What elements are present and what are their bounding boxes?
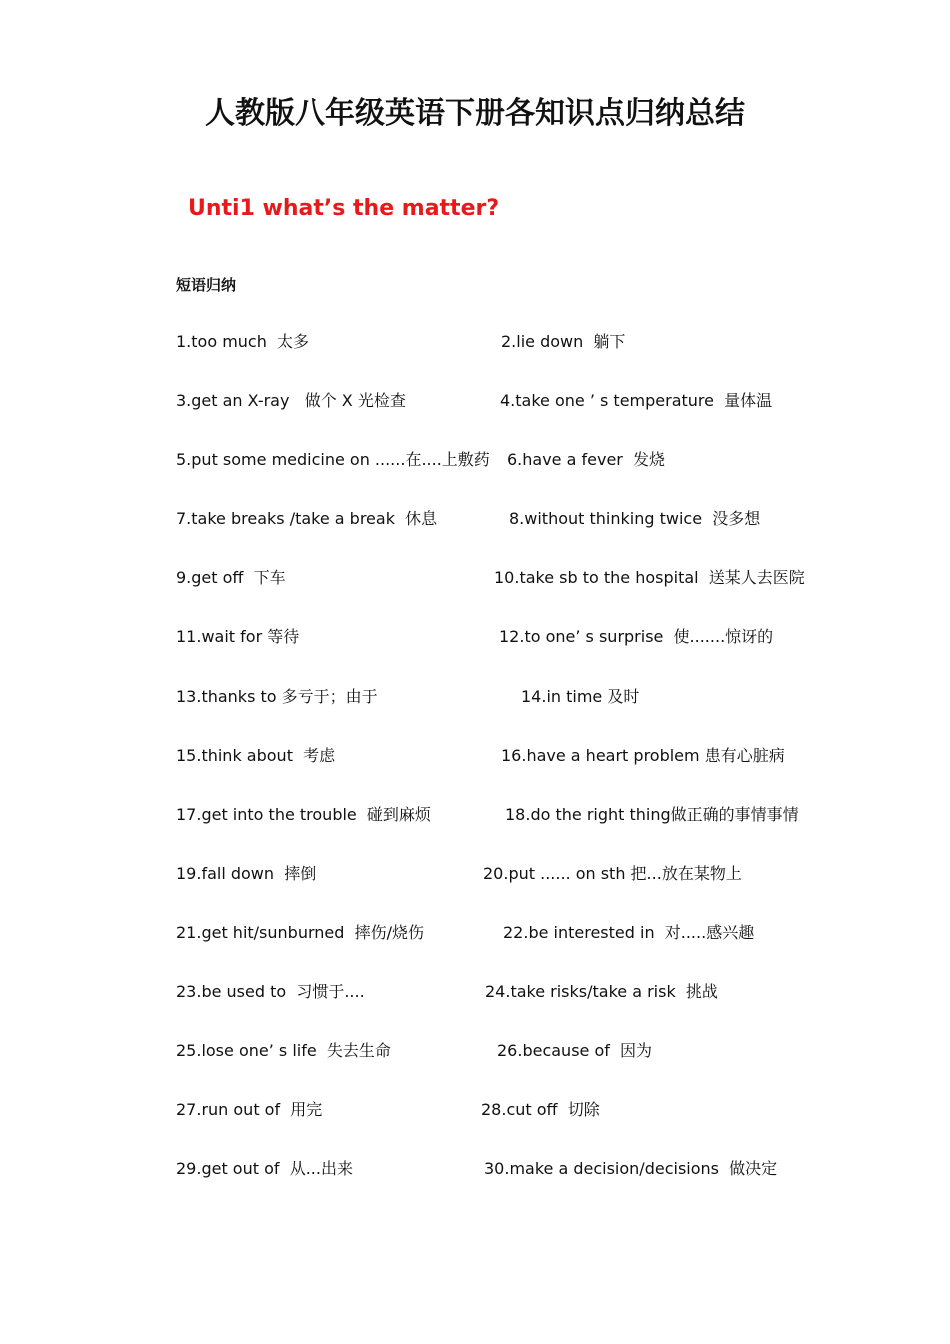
phrase-item: 24.take risks/take a risk 挑战 bbox=[485, 982, 718, 1002]
phrase-row bbox=[176, 1040, 876, 1099]
phrase-item: 23.be used to 习惯于.... bbox=[176, 982, 365, 1002]
phrase-item: 4.take one ’ s temperature 量体温 bbox=[500, 391, 773, 411]
unit-title: Unti1 what’s the matter? bbox=[188, 196, 500, 221]
phrase-item: 1.too much 太多 bbox=[176, 332, 310, 351]
phrase-list bbox=[176, 331, 876, 1217]
phrase-row bbox=[176, 981, 876, 1040]
phrase-row bbox=[176, 745, 876, 804]
phrase-item: 11.wait for 等待 bbox=[176, 627, 300, 647]
phrase-item: 12.to one’ s surprise 使.......惊讶的 bbox=[499, 627, 774, 647]
phrase-row bbox=[176, 1099, 876, 1158]
phrase-item: 30.make a decision/decisions 做决定 bbox=[484, 1159, 778, 1179]
phrase-item: 6.have a fever 发烧 bbox=[507, 450, 666, 470]
phrase-item: 13.thanks to 多亏于；由于 bbox=[176, 686, 378, 706]
phrase-row bbox=[176, 626, 876, 685]
phrase-item: 16.have a heart problem 患有心脏病 bbox=[501, 745, 785, 765]
phrase-item: 28.cut off 切除 bbox=[481, 1100, 600, 1120]
phrase-row bbox=[176, 567, 876, 626]
phrase-row bbox=[176, 508, 876, 567]
phrase-item: 9.get off 下车 bbox=[176, 568, 286, 588]
phrase-row bbox=[176, 804, 876, 863]
phrase-item: 5.put some medicine on ......在....上敷药 bbox=[176, 450, 490, 470]
phrase-item: 10.take sb to the hospital 送某人去医院 bbox=[494, 568, 805, 588]
phrase-item: 29.get out of 从...出来 bbox=[176, 1159, 353, 1179]
phrase-item: 15.think about 考虑 bbox=[176, 745, 336, 765]
phrase-item: 21.get hit/sunburned 摔伤/烧伤 bbox=[176, 922, 424, 942]
phrase-item: 27.run out of 用完 bbox=[176, 1100, 323, 1120]
phrase-item: 17.get into the trouble 碰到麻烦 bbox=[176, 804, 431, 824]
phrase-item: 7.take breaks /take a break 休息 bbox=[176, 509, 438, 529]
phrase-row bbox=[176, 863, 876, 922]
document-title: 人教版八年级英语下册各知识点归纳总结 bbox=[205, 96, 745, 131]
phrase-item: 8.without thinking twice 没多想 bbox=[509, 509, 761, 529]
phrase-item: 3.get an X-ray 做个 X 光检查 bbox=[176, 391, 406, 411]
phrase-item: 18.do the right thing做正确的事情事情 bbox=[505, 804, 799, 824]
phrase-item: 22.be interested in 对.....感兴趣 bbox=[503, 922, 755, 942]
phrase-row bbox=[176, 449, 876, 508]
phrase-item: 2.lie down 躺下 bbox=[501, 332, 626, 351]
phrase-item: 25.lose one’ s life 失去生命 bbox=[176, 1041, 391, 1061]
phrase-item: 20.put ...... on sth 把...放在某物上 bbox=[483, 863, 742, 883]
phrase-row bbox=[176, 390, 876, 449]
section-heading: 短语归纳 bbox=[176, 276, 237, 294]
phrase-row bbox=[176, 1158, 876, 1217]
phrase-item: 26.because of 因为 bbox=[497, 1041, 653, 1061]
phrase-row bbox=[176, 686, 876, 745]
phrase-row bbox=[176, 331, 876, 390]
phrase-row bbox=[176, 922, 876, 981]
phrase-item: 14.in time 及时 bbox=[521, 686, 640, 706]
phrase-item: 19.fall down 摔倒 bbox=[176, 863, 317, 883]
